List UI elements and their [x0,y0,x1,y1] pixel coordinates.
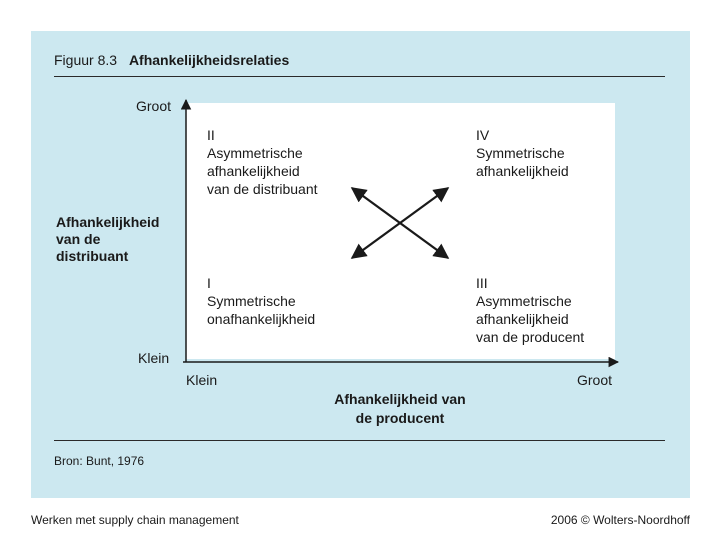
quadrant-ii [207,126,318,198]
quadrant-i [207,274,315,328]
quadrant-text-line: onafhankelijkheid [207,311,316,327]
bottom-rule [54,440,665,441]
quadrant-numeral: I [207,275,211,291]
quadrant-numeral: III [476,275,488,291]
quadrant-iii [476,274,584,346]
x-axis-low-label: Klein [186,372,218,388]
quadrant-numeral: II [207,127,215,143]
figure-name: Afhankelijkheidsrelaties [128,52,290,68]
quadrant-iv [476,126,569,180]
figure-number: Figuur 8.3 [54,52,118,68]
y-axis-high-label: Groot [136,98,172,114]
x-axis-title-line: Afhankelijkheid van [334,391,466,407]
x-axis-title-line: de producent [355,410,445,426]
x-axis-high-label: Groot [577,372,613,388]
y-axis-title-line: van de [56,231,101,247]
quadrant-text-line: afhankelijkheid [476,163,569,179]
quadrant-text-line: afhankelijkheid [476,311,569,327]
y-axis-low-label: Klein [138,350,170,366]
quadrant-text-line: Symmetrische [207,293,296,309]
quadrant-text-line: van de producent [476,329,585,345]
quadrant-text-line: Symmetrische [476,145,565,161]
x-axis-title [316,390,484,428]
y-axis-title-line: Afhankelijkheid [56,214,160,230]
quadrant-text-line: van de distribuant [207,181,318,197]
y-axis-title-line: distribuant [56,248,129,264]
footer-book-title: Werken met supply chain management [31,513,239,527]
quadrant-numeral: IV [476,127,490,143]
quadrant-text-line: afhankelijkheid [207,163,300,179]
quadrant-text-line: Asymmetrische [476,293,572,309]
source-note: Bron: Bunt, 1976 [54,454,145,468]
quadrant-text-line: Asymmetrische [207,145,303,161]
y-axis-title [56,214,159,265]
footer-copyright: 2006 © Wolters-Noordhoff [550,513,690,527]
